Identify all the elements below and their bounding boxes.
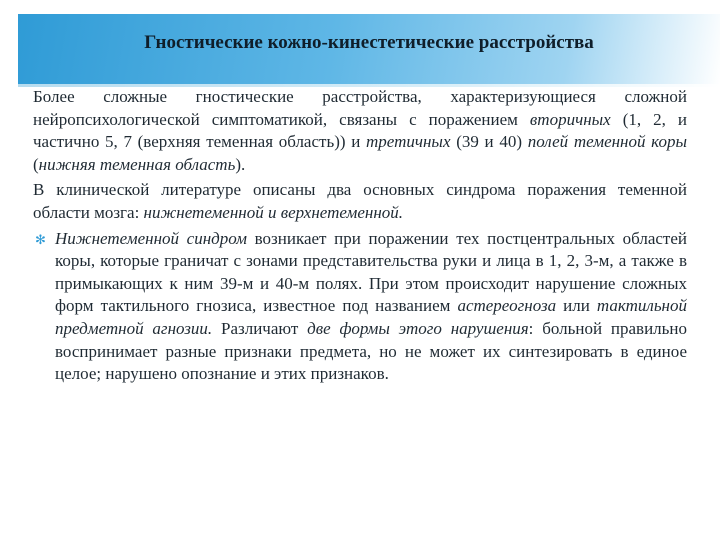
text-run: ). [235,154,246,174]
italic-run: тактильной предметной агнозии. [55,296,687,338]
text-run: ( [33,154,39,174]
paragraph-2 [33,179,687,224]
text-run: : больной правильно воспринимает разные признаки предмета, но не может их синтезировать в единое целое; нарушено опознание и этих признаков. [55,318,688,384]
text-run: или [556,296,597,316]
text-run: (1, 2, и частично 5, 7 (верхняя теменная область)) и [33,109,687,152]
bullet-item [33,228,687,386]
text-run: В клинической литературе описаны два основных синдрома поражения теменной области мозга: [33,180,687,222]
slide-body [33,86,687,386]
text-run: Более сложные гностические расстройства, характеризующиеся сложной нейропсихологической симптоматикой, связаны с поражением [33,87,687,129]
italic-run: третичных [366,132,451,152]
paragraph-1 [33,86,687,176]
italic-run: нижняя теменная область [38,154,236,174]
text-run: (39 и 40) [450,132,528,152]
bullet-text [55,229,687,384]
italic-run: нижнетеменной и верхнетеменной. [143,202,404,222]
italic-run: астереогноза [457,296,557,316]
slide-title: Гностические кожно-кинестетические расстройства [144,32,594,53]
italic-run: Нижнетеменной синдром [55,228,247,248]
text-run: Различают [212,318,308,338]
italic-run: две формы этого нарушения [307,318,529,338]
bullet-star-icon: ✻ [35,231,46,247]
italic-run: полей теменной коры [527,132,688,152]
text-run: возникает при поражении тех постцентральных областей коры, которые граничат с зонами представительства руки и лица в 1, 2, 3-м, а также в примыкающих к ним 39-м и 40-м полях. При этом происходит нарушение сложных форм тактильного гнозиса, известное под названием [55,228,687,316]
italic-run: вторичных [529,109,611,129]
